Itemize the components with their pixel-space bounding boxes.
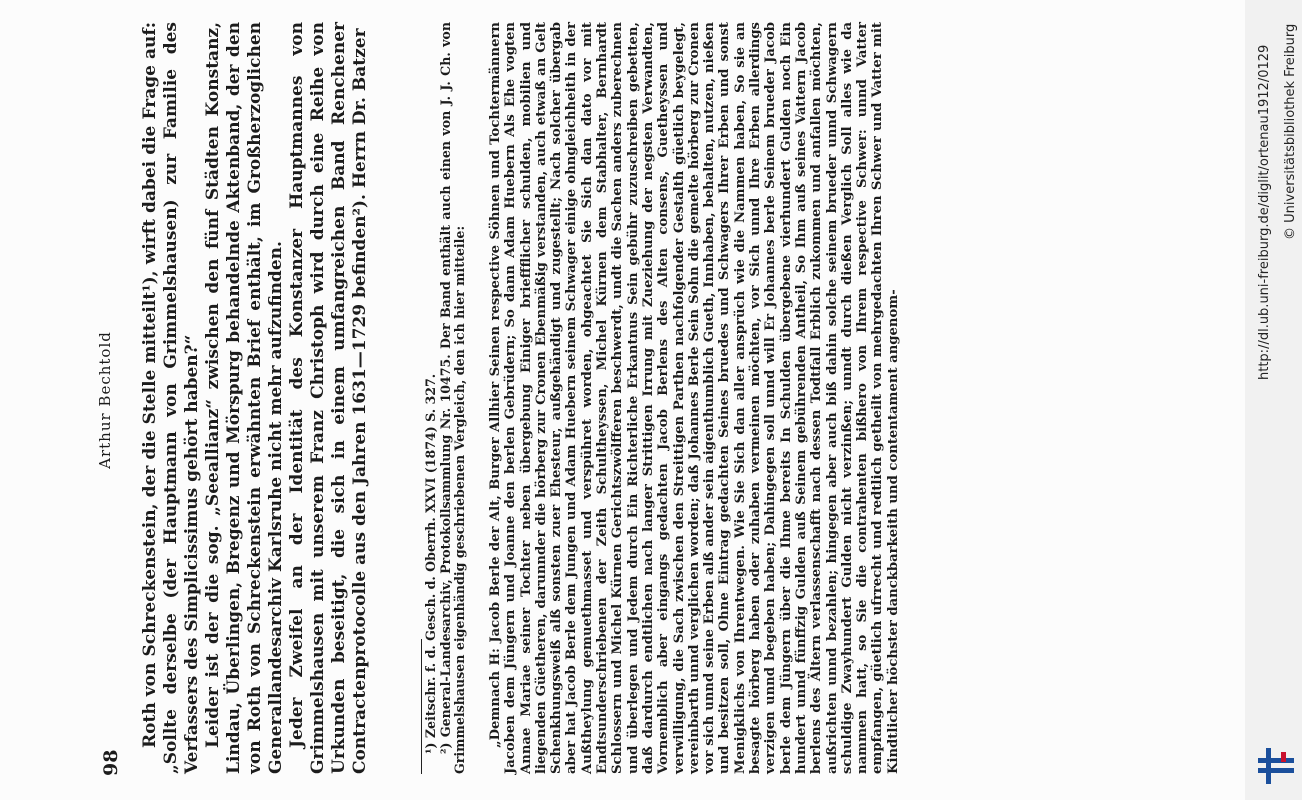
- ub-freiburg-logo-icon: [1256, 746, 1296, 786]
- main-text: [140, 22, 371, 774]
- footnote: ²) General-Landesarchiv, Protokollsammlung Nr. 10475. Der Band enthält auch einen von J. J. Ch. von Grimmelshausen eigenhändig geschriebenen Vergleich, den ich hier mitteile:: [437, 22, 467, 774]
- paragraph: Jeder Zweifel an der Identität des Konstanzer Hauptmannes von Grimmelshausen mit unserem Franz Christoph wird durch eine Reihe von Urkunden beseitigt, die sich in einem umfangreichen Band Renchener Contractenprotocolle aus den Jahren 1631—1729 befinden²). Herrn Dr. Batzer: [287, 22, 370, 774]
- footnote-rule: [421, 639, 422, 774]
- copyright-notice: © Universitätsbibliothek Freiburg: [1283, 23, 1298, 240]
- footnotes: [424, 22, 468, 774]
- footnote: ¹) Zeitschr. f. d. Gesch. d. Oberrh. XXVI (1874) S. 327.: [423, 373, 438, 754]
- running-head: Arthur Bechtold: [96, 331, 114, 469]
- page-number: 98: [100, 749, 122, 776]
- source-url-link[interactable]: http://dl.ub.uni-freiburg.de/diglit/ortenau1912/0129: [1257, 44, 1272, 380]
- quoted-document: [488, 22, 901, 774]
- paragraph: Leider ist der die sog. „Seeallianz“ zwischen den fünf Städten Konstanz, Lindau, Überlingen, Bregenz und Mörspurg behandelnde Aktenband, der den von Roth von Schreckenstein erwähnten Brief enthält, im Großherzoglichen Generallandesarchiv Karlsruhe nicht mehr aufzufinden.: [203, 22, 286, 774]
- paragraph: Roth von Schreckenstein, der die Stelle mitteilt¹), wirft dabei die Frage auf: „Sollte derselbe (der Hauptmann von Grimmelshausen) zur Familie des Verfassers des Simplicissimus gehört haben?“: [140, 22, 202, 774]
- quote-text: „Demnach H: Jacob Berle der Alt, Burger Allhier Seinen respective Söhnen und Tochtermännern Jacoben dem Jüngern und Joanne den berlen Gebrüdern; So dann Adam Huebern Als Ehe vogten Annae Mariae seiner Tochter neben übergebung Einiger brieffflicher schulden, mobilien und liegenden Güetheren, darunnder die hörberg zur Cronen Ebenmäßig verstanden, auch etwaß an Gelt Schenkhungsweiß alß sonsten zuer Ehesteur, außgehändigt und zugestellt; Nach solcher übergab aber hat Jacob Berle dem Jungen und Adam Huebern seinem Schwager einige ohngleichheith in der Außtheylung gemuethmasset und verspühret worden, ohgeachtet Sie Sich dan dato vor mit Endtsunderschriebenen der Zeith Schultheyssen, Michel Kürnen dem Stabhalter, Bernhardt Schlossern und Michel Kürnen Gerichtszwölfferen beschwerdt, undt die Sachen anders zuberechnen und überlegen und Jedem durch Ein Richterliche Erkantnus Sein gebühr zuzuschreiben gebetten, daß dardurch endtlichen nach langer Strittigen Irrung mit Zueziehung der negsten Verwandten, Vornemblich aber eingangs gedachten Jacob Berlens des Alten consens, Guetheyssen und verwilligung, die Sach zwischen den Streittigen Parthen nachfolgender Gestalth güetlich beygelegt, vereinbarth unnd verglichen worden; daß Johannes Berle Sein Sohn die gemelte hörberg zur Cronen vor sich unnd seine Erben alß ander sein aigenthumblich Gueth, Innhaben, behalten, nutzen, nießen und besitzen soll, Ohne Eintrag gedachten Seines bruedes und Schwagers Ihrer Erben und sonst Menigklichs von Ihrentwegen. Wie Sie Sich dan aller ansprüch wie die Nammen haben, So sie an besagte hörberg haben oder zuhaben vermeinen möchten, vor Sich unnd Ihre Erben allerdings verzigen unnd begeben haben; Dahingegen soll unnd will Er Johannes berle Seinem brueder Jacob berle dem Jüngern über die Ihme bereits In Schulden übergebene vierhundert Gulden noch Ein hundert unnd fünffzig Gulden auß Seinem gebührenden Antheil, So Ihm auß seines Vattern Jacob berlens des Ältern verlassenschafft nach dessen Todtfall Erblich zukommen und anfallen möchten, außrichten unnd bezahlen; hingegen aber auch biß dahin solche seinem brueder unnd Schwagern schuldige Zwayhundert Gulden nicht verzinßen; unndt durch dießen Verglich Soll alles wie da nammen hatt, so Sie die contrahenten bißhero von Ihrem respective Schwer: unnd Vatter empfangen, güetlich ufrrecht und redtlich getheilt von mehrgedachten Ihren Schwer und Vatter mit Kindtlicher höchster danckbarkeith und contentament angenom-: [488, 22, 901, 774]
